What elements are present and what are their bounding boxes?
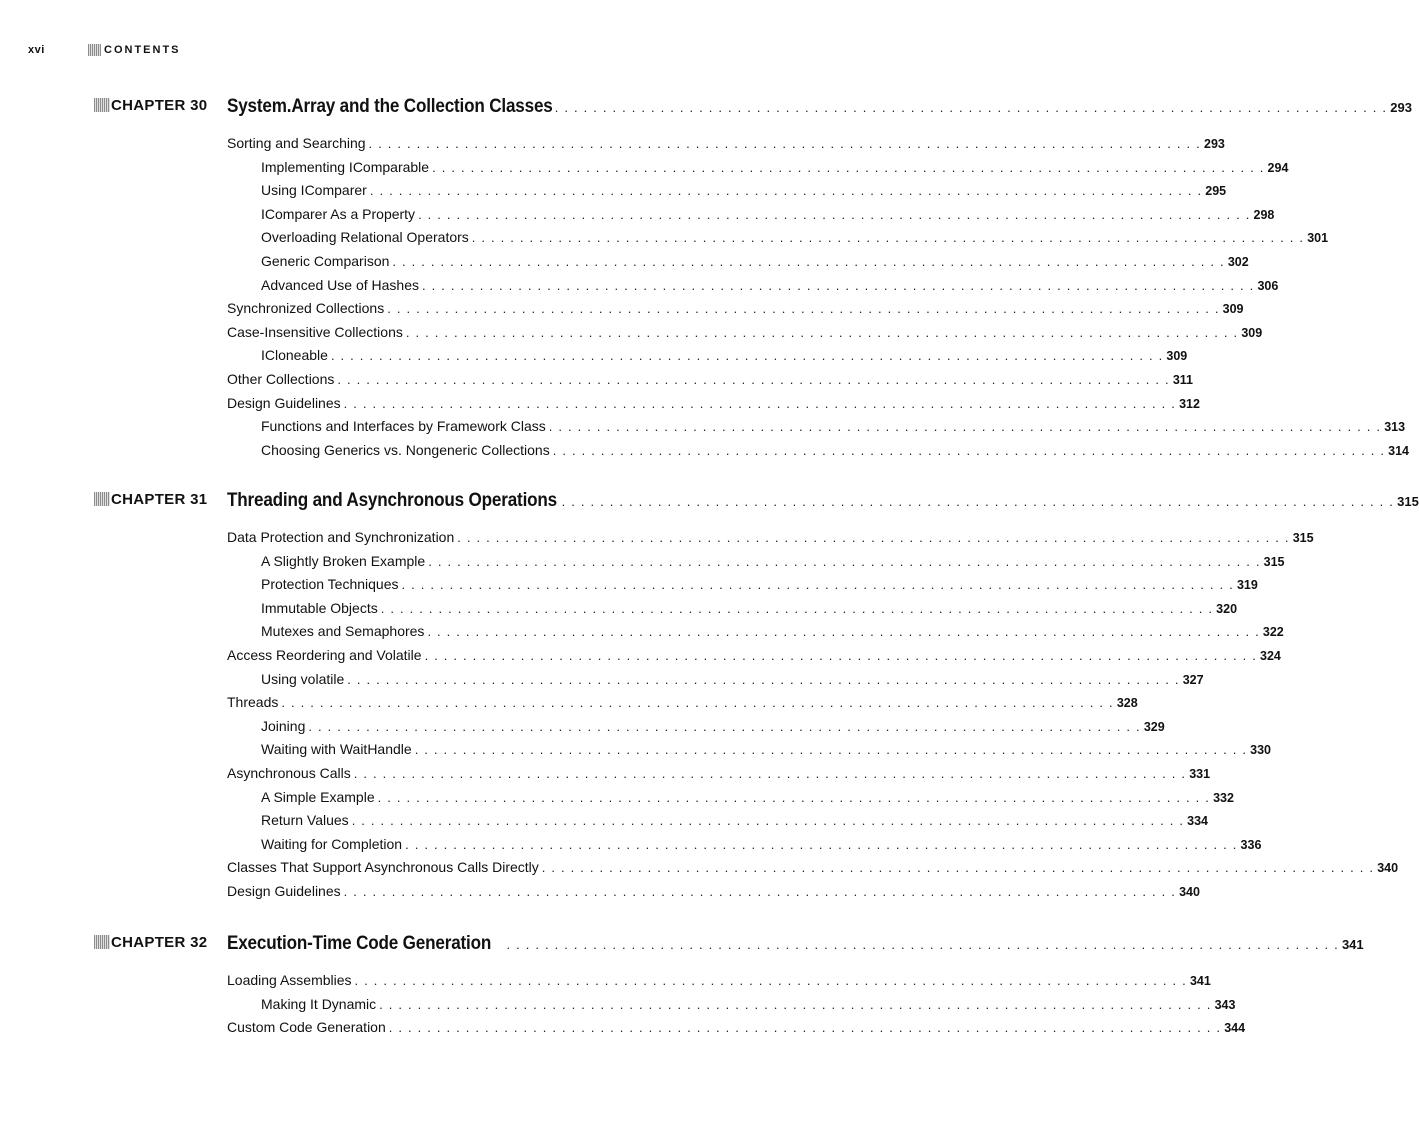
entry-text: Implementing IComparable xyxy=(261,158,430,175)
chapter-entries xyxy=(94,972,1246,1043)
entry-text: Return Values xyxy=(261,812,349,829)
dot-leader xyxy=(406,325,1238,340)
dot-leader xyxy=(379,997,1211,1012)
entry-page: 313 xyxy=(1384,420,1406,435)
entry-page: 329 xyxy=(1143,719,1165,734)
chapter-32 xyxy=(94,933,1364,1043)
toc-entry[interactable] xyxy=(227,646,1281,671)
entry-page: 334 xyxy=(1187,814,1208,829)
toc-entry[interactable] xyxy=(227,576,1258,600)
toc-entry[interactable] xyxy=(227,882,1200,907)
chapter-page: 315 xyxy=(1397,494,1419,509)
entry-text: Making It Dynamic xyxy=(261,995,377,1012)
entry-page: 309 xyxy=(1241,325,1263,340)
chapter-31 xyxy=(94,490,1419,907)
chapter-label xyxy=(94,97,227,114)
toc-entry[interactable] xyxy=(227,158,1289,183)
chapter-label xyxy=(94,491,227,508)
chapter-bar-icon xyxy=(94,492,110,506)
chapter-heading[interactable] xyxy=(94,96,1412,126)
entry-text: Protection Techniques xyxy=(261,576,399,593)
entry-page: 344 xyxy=(1224,1021,1246,1036)
dot-leader xyxy=(344,884,1176,899)
entry-text: Functions and Interfaces by Framework Class xyxy=(261,418,546,435)
dot-leader xyxy=(425,648,1257,663)
entry-text: A Slightly Broken Example xyxy=(261,552,426,569)
dot-leader xyxy=(387,301,1219,316)
entry-text: Classes That Support Asynchronous Calls Directly xyxy=(227,859,539,876)
chapter-label xyxy=(94,934,227,951)
dot-leader xyxy=(344,396,1176,411)
running-head-title xyxy=(88,44,181,56)
chapter-title: System.Array and the Collection Classes xyxy=(227,96,553,117)
toc-entry[interactable] xyxy=(227,135,1225,159)
toc-entry[interactable] xyxy=(227,182,1227,206)
dot-leader xyxy=(392,254,1224,269)
entry-text: Other Collections xyxy=(227,370,335,387)
toc-entry[interactable] xyxy=(227,394,1200,419)
entry-page: 319 xyxy=(1236,578,1258,593)
dot-leader xyxy=(506,937,1338,952)
dot-leader xyxy=(427,624,1259,639)
toc-entry[interactable] xyxy=(227,812,1208,836)
entry-page: 322 xyxy=(1262,625,1284,640)
toc-entry[interactable] xyxy=(227,347,1188,371)
entry-text: Mutexes and Semaphores xyxy=(261,623,425,640)
entry-text: A Simple Example xyxy=(261,788,375,805)
entry-text: Case-Insensitive Collections xyxy=(227,323,403,340)
entry-page: 309 xyxy=(1166,349,1188,364)
chapter-entries xyxy=(94,529,1399,907)
entry-text: Choosing Generics vs. Nongeneric Collections xyxy=(261,441,550,458)
chapter-title: Execution-Time Code Generation xyxy=(227,933,492,954)
toc-entry[interactable] xyxy=(227,323,1263,348)
entry-page: 295 xyxy=(1205,184,1227,199)
dot-leader xyxy=(457,530,1289,545)
dot-leader xyxy=(472,230,1304,245)
dot-leader xyxy=(402,577,1234,592)
entry-page: 327 xyxy=(1182,672,1204,687)
entry-text: Immutable Objects xyxy=(261,599,378,616)
entry-text: Design Guidelines xyxy=(227,882,341,899)
toc-entry[interactable] xyxy=(227,1019,1246,1043)
entry-page: 328 xyxy=(1116,696,1138,711)
dot-leader xyxy=(370,183,1202,198)
entry-page: 332 xyxy=(1213,790,1234,805)
entry-text: Custom Code Generation xyxy=(227,1019,386,1036)
toc-entry[interactable] xyxy=(227,972,1211,996)
entry-page: 343 xyxy=(1214,997,1236,1012)
dot-leader xyxy=(418,207,1250,222)
entry-page: 309 xyxy=(1222,302,1244,317)
entry-text: Overloading Relational Operators xyxy=(261,229,469,246)
entry-page: 315 xyxy=(1292,531,1314,545)
entry-page: 298 xyxy=(1253,207,1275,222)
entry-text: Data Protection and Synchronization xyxy=(227,529,455,545)
entry-page: 330 xyxy=(1250,743,1271,758)
entry-page: 340 xyxy=(1377,861,1399,876)
dot-leader xyxy=(432,160,1264,175)
dot-leader xyxy=(281,695,1113,710)
toc-entry[interactable] xyxy=(227,370,1194,395)
dot-leader xyxy=(381,601,1213,616)
entry-page: 336 xyxy=(1240,837,1262,852)
entry-text: IComparer As a Property xyxy=(261,205,416,222)
entry-page: 314 xyxy=(1388,443,1410,458)
entry-text: Using volatile xyxy=(261,670,345,687)
toc-entry[interactable] xyxy=(227,205,1275,230)
entry-page: 315 xyxy=(1263,554,1285,569)
entry-text: Joining xyxy=(261,717,306,734)
chapter-page: 293 xyxy=(1390,100,1412,115)
page-number: xvi xyxy=(28,44,45,56)
entry-page: 306 xyxy=(1257,278,1279,293)
dot-leader xyxy=(542,860,1374,875)
entry-text: Generic Comparison xyxy=(261,252,390,269)
chapter-title: Threading and Asynchronous Operations xyxy=(227,490,558,511)
chapter-entries xyxy=(94,135,1410,465)
entry-page: 320 xyxy=(1216,601,1238,616)
dot-leader xyxy=(354,766,1186,781)
entry-text: Sorting and Searching xyxy=(227,135,366,151)
toc-entry[interactable] xyxy=(227,694,1138,718)
dot-leader xyxy=(549,419,1381,434)
dot-leader xyxy=(352,813,1184,828)
dot-leader xyxy=(422,278,1254,293)
chapter-bar-icon xyxy=(94,98,110,112)
chapter-page: 341 xyxy=(1341,937,1364,952)
entry-text: Threads xyxy=(227,694,279,711)
chapter-title-line xyxy=(227,933,1364,955)
toc-entry[interactable] xyxy=(227,552,1285,577)
entry-page: 294 xyxy=(1267,160,1289,175)
toc-entry[interactable] xyxy=(227,623,1284,647)
toc-entry[interactable] xyxy=(227,229,1329,253)
toc-entry[interactable] xyxy=(227,252,1249,277)
chapter-label-text: CHAPTER 32 xyxy=(111,933,208,951)
toc-entry[interactable] xyxy=(227,276,1279,301)
dot-leader xyxy=(369,136,1201,151)
chapter-title-line xyxy=(227,96,1412,118)
entry-page: 293 xyxy=(1204,137,1225,151)
dot-leader xyxy=(355,973,1187,988)
toc-entry[interactable] xyxy=(227,441,1410,466)
entry-page: 312 xyxy=(1179,396,1200,411)
entry-page: 324 xyxy=(1260,648,1281,663)
entry-text: Synchronized Collections xyxy=(227,300,385,317)
toc-entry[interactable] xyxy=(227,300,1244,324)
dot-leader xyxy=(308,719,1140,734)
dot-leader xyxy=(553,443,1385,458)
dot-leader xyxy=(389,1020,1221,1035)
entry-text: Waiting for Completion xyxy=(261,835,403,852)
chapter-heading[interactable] xyxy=(94,933,1364,963)
toc-entry[interactable] xyxy=(227,995,1236,1020)
entry-text: Design Guidelines xyxy=(227,394,341,411)
dot-leader xyxy=(405,837,1237,852)
chapter-heading[interactable] xyxy=(94,490,1419,520)
toc-entry[interactable] xyxy=(227,741,1271,765)
dot-leader xyxy=(415,742,1247,757)
chapter-bar-icon xyxy=(94,935,110,949)
entry-page: 311 xyxy=(1172,372,1194,387)
chapter-30 xyxy=(94,96,1412,465)
toc-entry[interactable] xyxy=(227,764,1211,789)
toc-entry[interactable] xyxy=(227,717,1165,742)
entry-page: 302 xyxy=(1227,254,1249,269)
toc-entry[interactable] xyxy=(227,835,1262,860)
toc-entry[interactable] xyxy=(227,859,1399,883)
toc-entry[interactable] xyxy=(227,529,1314,553)
chapter-title-line xyxy=(227,490,1419,512)
dot-leader xyxy=(337,372,1169,387)
entry-text: Asynchronous Calls xyxy=(227,764,351,781)
entry-page: 331 xyxy=(1189,766,1211,781)
entry-page: 340 xyxy=(1179,884,1200,899)
section-bar-icon xyxy=(88,44,101,56)
entry-page: 301 xyxy=(1307,231,1329,246)
toc-entry[interactable] xyxy=(227,599,1238,624)
dot-leader xyxy=(331,348,1163,363)
chapter-label-text: CHAPTER 30 xyxy=(111,96,208,114)
chapter-label-text: CHAPTER 31 xyxy=(111,490,208,508)
entry-page: 341 xyxy=(1189,974,1211,988)
running-head xyxy=(28,43,181,57)
dot-leader xyxy=(562,494,1394,509)
entry-text: ICloneable xyxy=(261,347,328,364)
entry-text: Access Reordering and Volatile xyxy=(227,646,422,663)
entry-text: Waiting with WaitHandle xyxy=(261,741,412,758)
toc-entry[interactable] xyxy=(227,670,1204,695)
dot-leader xyxy=(378,790,1210,805)
entry-text: Advanced Use of Hashes xyxy=(261,276,419,293)
toc-entry[interactable] xyxy=(227,418,1406,442)
dot-leader xyxy=(555,100,1387,115)
entry-text: Loading Assemblies xyxy=(227,972,352,988)
dot-leader xyxy=(428,554,1260,569)
running-head-text: CONTENTS xyxy=(104,44,181,56)
toc-entry[interactable] xyxy=(227,788,1234,813)
entry-text: Using IComparer xyxy=(261,182,367,199)
dot-leader xyxy=(347,672,1179,687)
